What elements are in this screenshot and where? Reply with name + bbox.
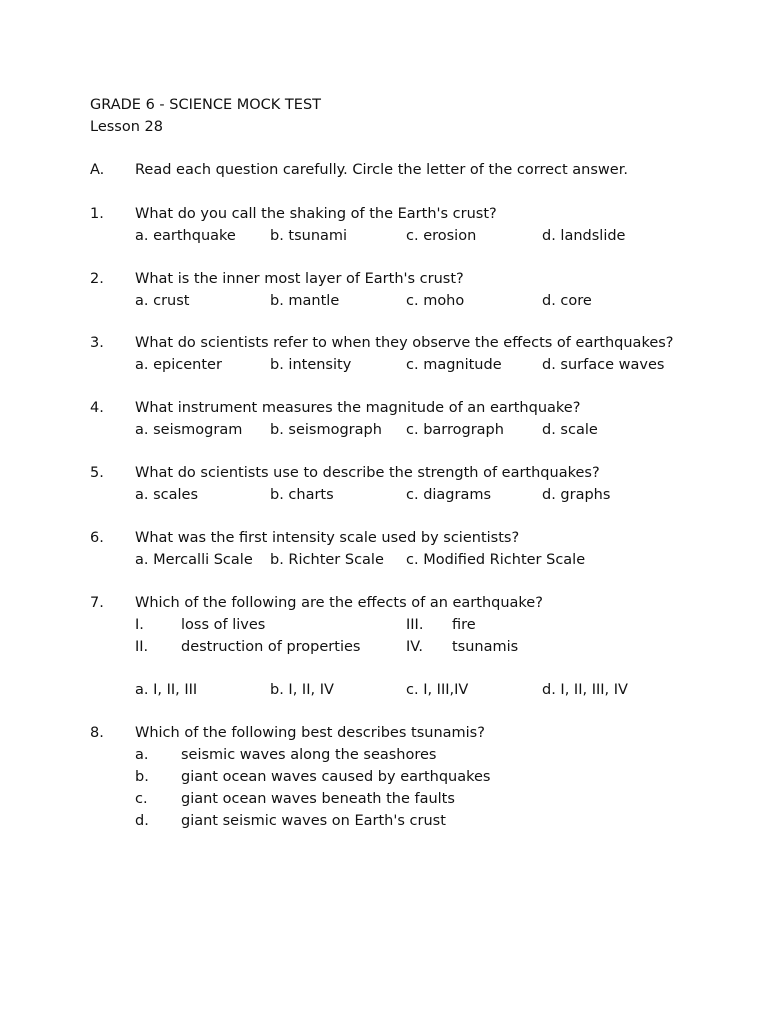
choice-letter: c. bbox=[135, 791, 148, 807]
question-number: 5. bbox=[90, 465, 104, 481]
roman-numeral: I. bbox=[135, 617, 144, 633]
choice-b: b. Richter Scale bbox=[270, 552, 384, 568]
choice-d: d. I, II, III, IV bbox=[542, 682, 628, 698]
choice-a: a. epicenter bbox=[135, 357, 222, 373]
question-text: What do scientists use to describe the strength of earthquakes? bbox=[135, 465, 600, 481]
roman-numeral: II. bbox=[135, 639, 149, 655]
choice-b: b. seismograph bbox=[270, 422, 382, 438]
question-text: Which of the following are the effects of an earthquake? bbox=[135, 595, 543, 611]
option-text: fire bbox=[452, 617, 476, 633]
choice-a: a. seismogram bbox=[135, 422, 243, 438]
option-text: destruction of properties bbox=[181, 639, 361, 655]
choice-b: b. charts bbox=[270, 487, 334, 503]
question-number: 6. bbox=[90, 530, 104, 546]
choice-c: c. Modified Richter Scale bbox=[406, 552, 586, 568]
option-text: tsunamis bbox=[452, 639, 519, 655]
choice-c: c. magnitude bbox=[406, 357, 502, 373]
choice-c: c. I, III,IV bbox=[406, 682, 469, 698]
roman-numeral: III. bbox=[406, 617, 424, 633]
question-number: 8. bbox=[90, 725, 104, 741]
question-number: 2. bbox=[90, 271, 104, 287]
choice-a: a. earthquake bbox=[135, 228, 236, 244]
roman-numeral: IV. bbox=[406, 639, 423, 655]
question-text: What is the inner most layer of Earth's crust? bbox=[135, 271, 464, 287]
question-number: 1. bbox=[90, 206, 104, 222]
choice-d: d. core bbox=[542, 293, 592, 309]
choice-letter: d. bbox=[135, 813, 149, 829]
section-instruction: Read each question carefully. Circle the letter of the correct answer. bbox=[135, 162, 628, 178]
choice-text: giant ocean waves caused by earthquakes bbox=[181, 769, 491, 785]
question-text: What instrument measures the magnitude of an earthquake? bbox=[135, 400, 581, 416]
choice-c: c. erosion bbox=[406, 228, 477, 244]
choice-a: a. crust bbox=[135, 293, 190, 309]
page-title: GRADE 6 - SCIENCE MOCK TEST bbox=[90, 97, 322, 113]
choice-b: b. I, II, IV bbox=[270, 682, 334, 698]
question-number: 3. bbox=[90, 335, 104, 351]
question-text: What do you call the shaking of the Earth's crust? bbox=[135, 206, 497, 222]
choice-b: b. tsunami bbox=[270, 228, 348, 244]
choice-d: d. scale bbox=[542, 422, 598, 438]
choice-text: giant ocean waves beneath the faults bbox=[181, 791, 455, 807]
question-number: 4. bbox=[90, 400, 104, 416]
choice-text: giant seismic waves on Earth's crust bbox=[181, 813, 446, 829]
choice-a: a. Mercalli Scale bbox=[135, 552, 253, 568]
lesson-label: Lesson 28 bbox=[90, 119, 163, 135]
question-text: What was the first intensity scale used by scientists? bbox=[135, 530, 520, 546]
choice-a: a. I, II, III bbox=[135, 682, 198, 698]
choice-letter: a. bbox=[135, 747, 149, 763]
choice-c: c. moho bbox=[406, 293, 465, 309]
choice-letter: b. bbox=[135, 769, 149, 785]
question-text: Which of the following best describes tsunamis? bbox=[135, 725, 485, 741]
choice-c: c. barrograph bbox=[406, 422, 504, 438]
question-number: 7. bbox=[90, 595, 104, 611]
choice-d: d. landslide bbox=[542, 228, 626, 244]
choice-c: c. diagrams bbox=[406, 487, 492, 503]
choice-b: b. mantle bbox=[270, 293, 340, 309]
choice-b: b. intensity bbox=[270, 357, 352, 373]
choice-d: d. graphs bbox=[542, 487, 611, 503]
choice-text: seismic waves along the seashores bbox=[181, 747, 437, 763]
choice-a: a. scales bbox=[135, 487, 199, 503]
question-text: What do scientists refer to when they observe the effects of earthquakes? bbox=[135, 335, 674, 351]
choice-d: d. surface waves bbox=[542, 357, 665, 373]
option-text: loss of lives bbox=[181, 617, 266, 633]
section-label: A. bbox=[90, 162, 105, 178]
